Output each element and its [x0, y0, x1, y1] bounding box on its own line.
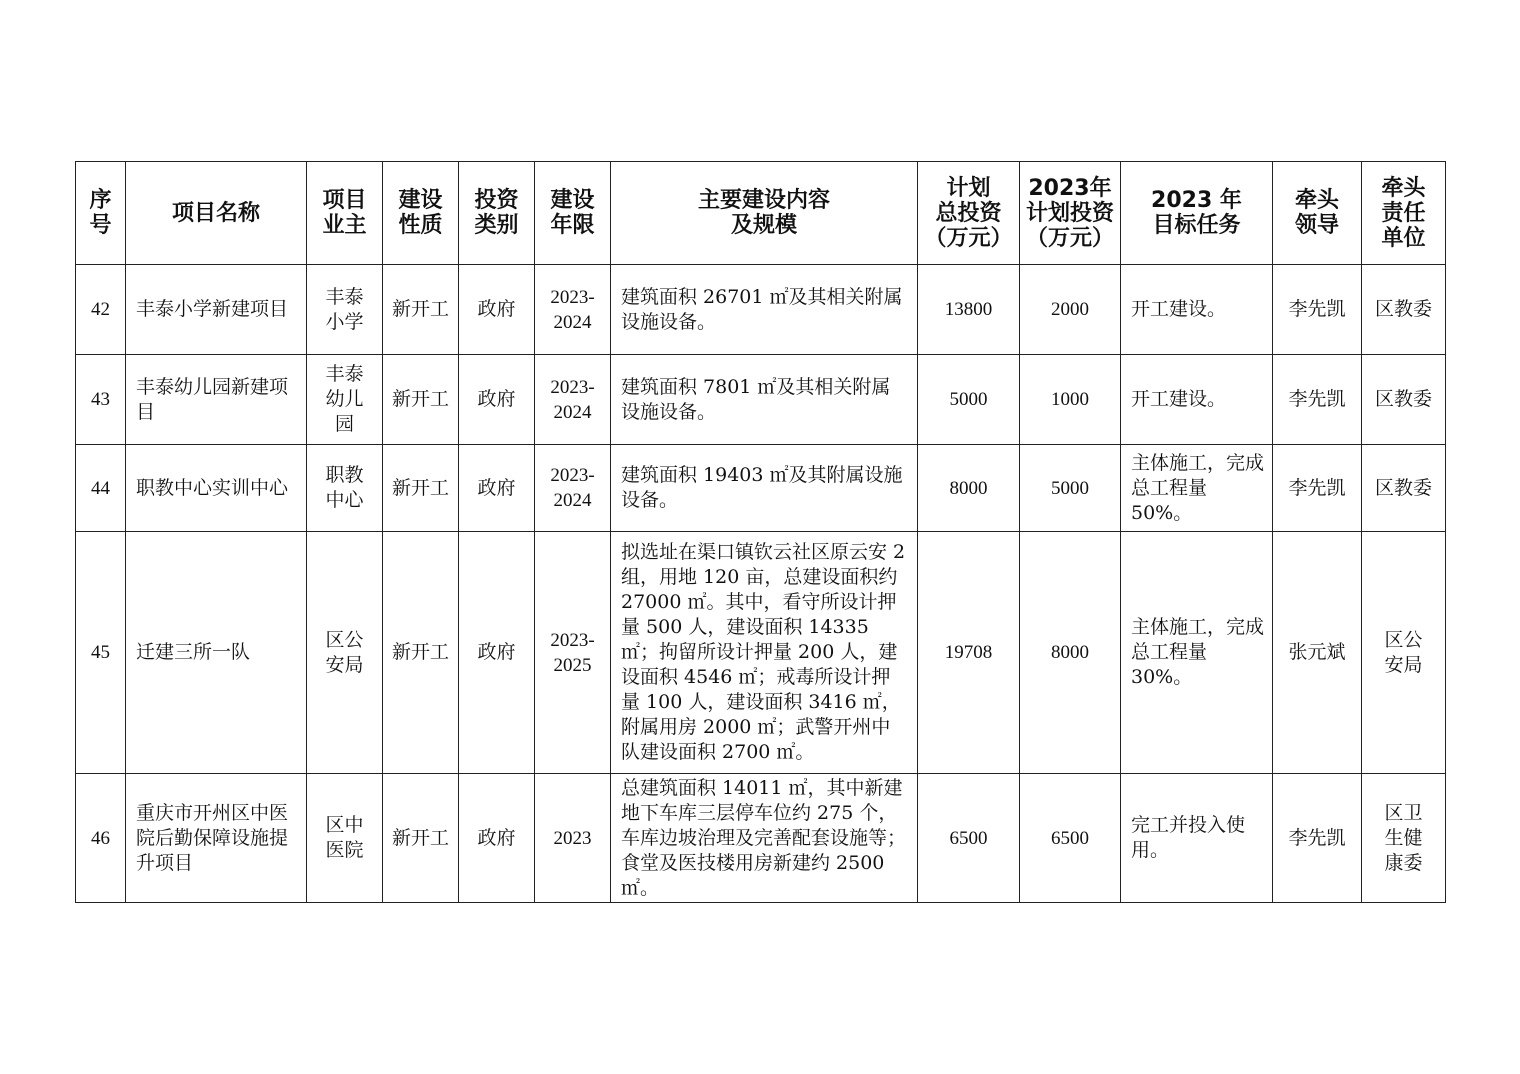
header-nature: 建设 性质	[383, 162, 459, 265]
header-content: 主要建设内容 及规模	[611, 162, 918, 265]
cell-plan-investment-2023: 5000	[1020, 445, 1121, 532]
table-row	[76, 532, 1446, 774]
cell-leader: 李先凯	[1273, 355, 1362, 445]
cell-content: 总建筑面积 14011 ㎡，其中新建地下车库三层停车位约 275 个，车库边坡治理及完善配套设施等；食堂及医技楼用房新建约 2500 ㎡。	[611, 774, 918, 903]
header-total-investment: 计划 总投资 （万元）	[918, 162, 1020, 265]
cell-nature: 新开工	[383, 774, 459, 903]
header-owner: 项目 业主	[307, 162, 383, 265]
header-plan-investment-2023: 2023年 计划投资 （万元）	[1020, 162, 1121, 265]
cell-owner: 丰泰 小学	[307, 265, 383, 355]
cell-period: 2023- 2024	[535, 445, 611, 532]
cell-target-2023: 主体施工，完成总工程量 30%。	[1121, 532, 1273, 774]
cell-no: 43	[76, 355, 126, 445]
cell-target-2023: 完工并投入使用。	[1121, 774, 1273, 903]
cell-category: 政府	[459, 774, 535, 903]
cell-responsible-unit: 区教委	[1362, 265, 1446, 355]
cell-category: 政府	[459, 445, 535, 532]
cell-period: 2023	[535, 774, 611, 903]
cell-responsible-unit: 区卫 生健 康委	[1362, 774, 1446, 903]
cell-name: 丰泰幼儿园新建项目	[126, 355, 307, 445]
cell-content: 建筑面积 19403 ㎡及其附属设施设备。	[611, 445, 918, 532]
cell-leader: 张元斌	[1273, 532, 1362, 774]
cell-owner: 职教 中心	[307, 445, 383, 532]
header-category: 投资 类别	[459, 162, 535, 265]
cell-name: 迁建三所一队	[126, 532, 307, 774]
cell-leader: 李先凯	[1273, 445, 1362, 532]
cell-total-investment: 5000	[918, 355, 1020, 445]
cell-target-2023: 开工建设。	[1121, 355, 1273, 445]
cell-period: 2023- 2024	[535, 355, 611, 445]
cell-nature: 新开工	[383, 265, 459, 355]
cell-no: 44	[76, 445, 126, 532]
table-row	[76, 445, 1446, 532]
cell-total-investment: 19708	[918, 532, 1020, 774]
cell-name: 重庆市开州区中医院后勤保障设施提升项目	[126, 774, 307, 903]
cell-owner: 区中 医院	[307, 774, 383, 903]
cell-owner: 丰泰 幼儿 园	[307, 355, 383, 445]
cell-total-investment: 6500	[918, 774, 1020, 903]
cell-leader: 李先凯	[1273, 774, 1362, 903]
cell-total-investment: 13800	[918, 265, 1020, 355]
cell-nature: 新开工	[383, 532, 459, 774]
cell-target-2023: 主体施工，完成总工程量 50%。	[1121, 445, 1273, 532]
cell-nature: 新开工	[383, 445, 459, 532]
cell-target-2023: 开工建设。	[1121, 265, 1273, 355]
cell-responsible-unit: 区教委	[1362, 445, 1446, 532]
cell-owner: 区公 安局	[307, 532, 383, 774]
cell-category: 政府	[459, 532, 535, 774]
header-no: 序 号	[76, 162, 126, 265]
cell-responsible-unit: 区公 安局	[1362, 532, 1446, 774]
header-name: 项目名称	[126, 162, 307, 265]
header-leader: 牵头 领导	[1273, 162, 1362, 265]
cell-content: 建筑面积 7801 ㎡及其相关附属设施设备。	[611, 355, 918, 445]
cell-no: 42	[76, 265, 126, 355]
header-row	[76, 162, 1446, 265]
cell-name: 职教中心实训中心	[126, 445, 307, 532]
cell-plan-investment-2023: 8000	[1020, 532, 1121, 774]
cell-category: 政府	[459, 265, 535, 355]
cell-period: 2023- 2024	[535, 265, 611, 355]
cell-name: 丰泰小学新建项目	[126, 265, 307, 355]
cell-responsible-unit: 区教委	[1362, 355, 1446, 445]
cell-total-investment: 8000	[918, 445, 1020, 532]
table-row	[76, 355, 1446, 445]
cell-plan-investment-2023: 2000	[1020, 265, 1121, 355]
header-target-2023: 2023 年 目标任务	[1121, 162, 1273, 265]
cell-plan-investment-2023: 6500	[1020, 774, 1121, 903]
cell-content: 拟选址在渠口镇钦云社区原云安 2 组，用地 120 亩，总建设面积约 27000 ㎡。其中，看守所设计押量 500 人，建设面积 14335 ㎡；拘留所设计押量 200 人，建设面积 4546 ㎡；戒毒所设计押量 100 人，建设面积 3416 ㎡，附属用房 2000 ㎡；武警开州中队建设面积 2700 ㎡。	[611, 532, 918, 774]
table-row	[76, 774, 1446, 903]
cell-no: 46	[76, 774, 126, 903]
cell-category: 政府	[459, 355, 535, 445]
cell-no: 45	[76, 532, 126, 774]
cell-nature: 新开工	[383, 355, 459, 445]
table-row	[76, 265, 1446, 355]
cell-leader: 李先凯	[1273, 265, 1362, 355]
header-responsible-unit: 牵头 责任 单位	[1362, 162, 1446, 265]
header-period: 建设 年限	[535, 162, 611, 265]
cell-period: 2023- 2025	[535, 532, 611, 774]
project-table	[75, 161, 1446, 903]
cell-plan-investment-2023: 1000	[1020, 355, 1121, 445]
cell-content: 建筑面积 26701 ㎡及其相关附属设施设备。	[611, 265, 918, 355]
